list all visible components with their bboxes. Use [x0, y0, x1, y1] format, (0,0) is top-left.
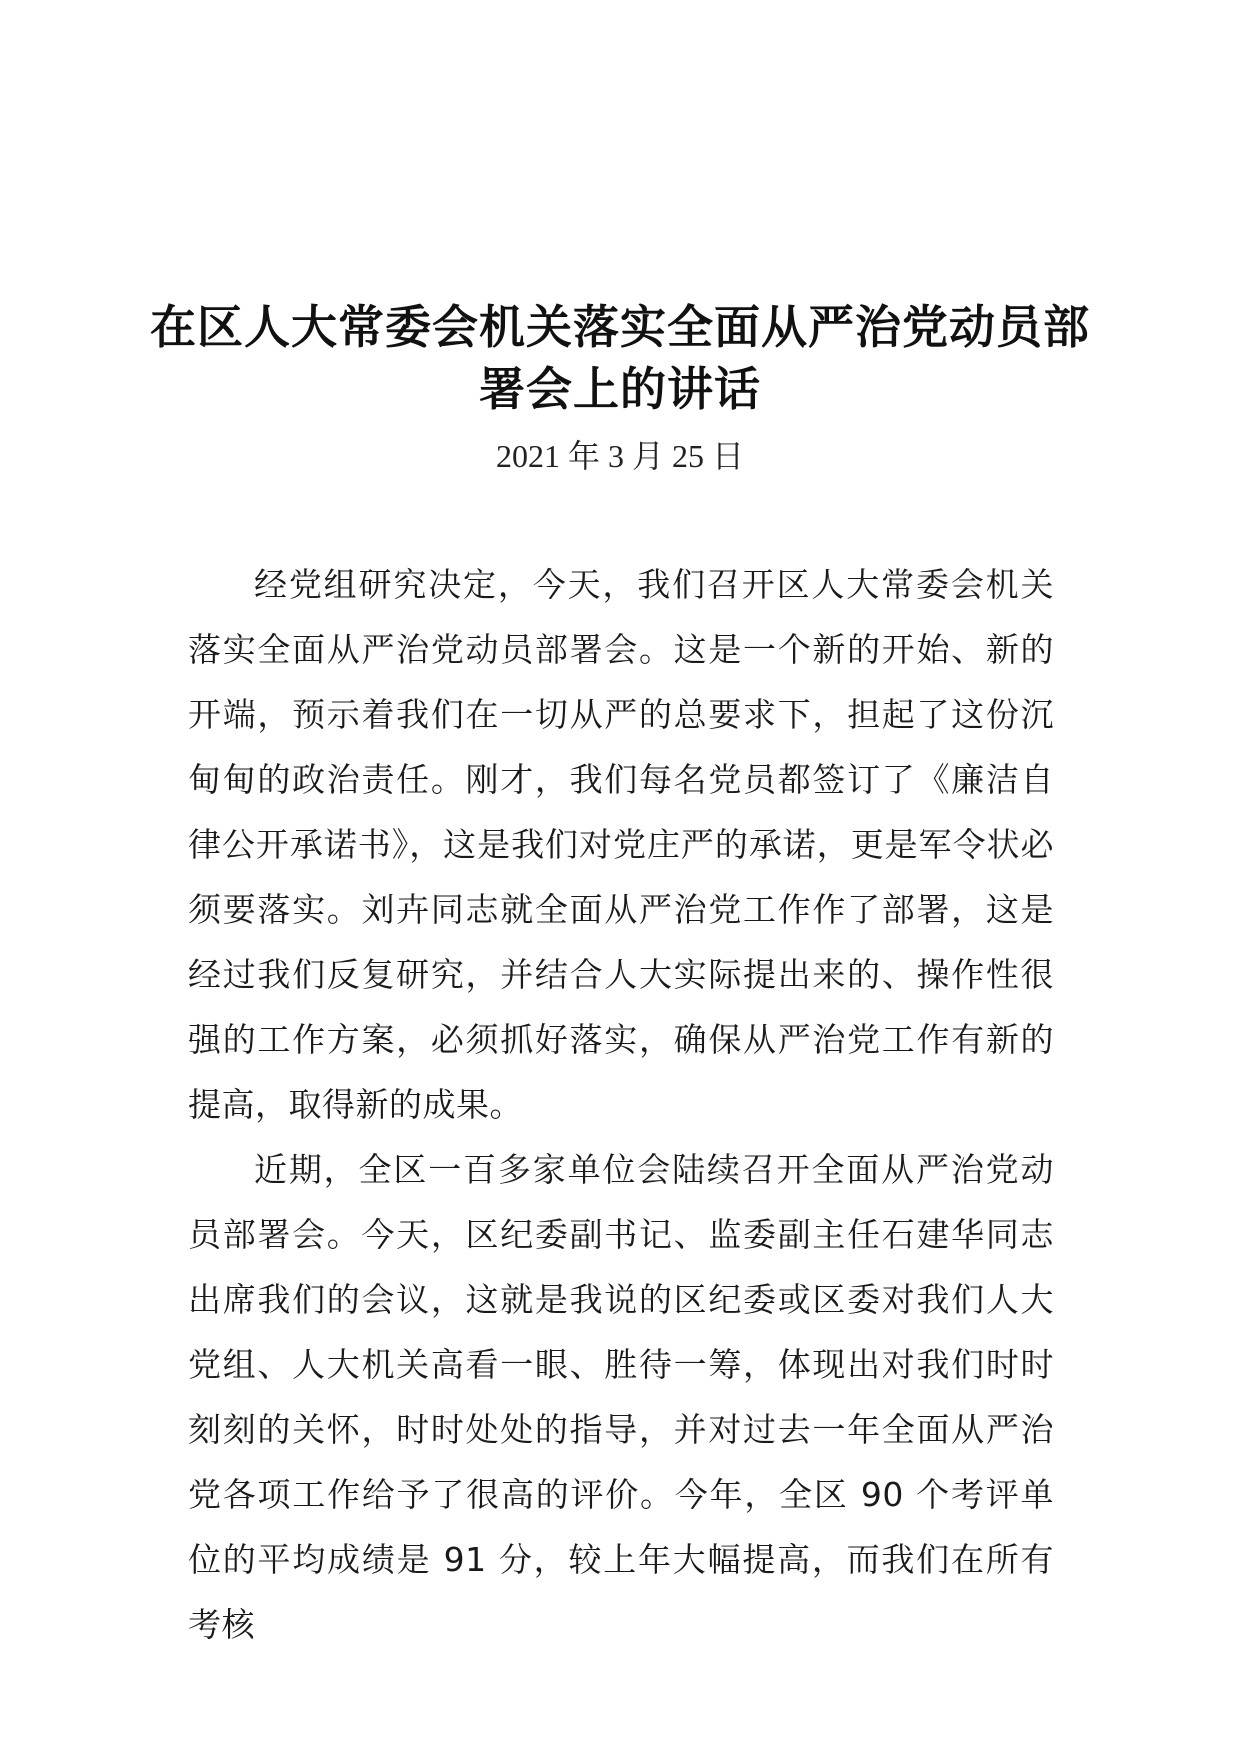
document-title: 在区人大常委会机关落实全面从严治党动员部署会上的讲话: [150, 300, 1090, 416]
document-body: [188, 552, 1054, 1657]
body-paragraph-1: 经党组研究决定，今天，我们召开区人大常委会机关落实全面从严治党动员部署会。这是一个新的开始、新的开端，预示着我们在一切从严的总要求下，担起了这份沉甸甸的政治责任。刚才，我们每名党员都签订了《廉洁自律公开承诺书》，这是我们对党庄严的承诺，更是军令状必须要落实。刘卉同志就全面从严治党工作作了部署，这是经过我们反复研究，并结合人大实际提出来的、操作性很强的工作方案，必须抓好落实，确保从严治党工作有新的提高，取得新的成果。: [188, 565, 1054, 1124]
body-paragraph-2: 近期，全区一百多家单位会陆续召开全面从严治党动员部署会。今天，区纪委副书记、监委副主任石建华同志出席我们的会议，这就是我说的区纪委或区委对我们人大党组、人大机关高看一眼、胜待一筹，体现出对我们时时刻刻的关怀，时时处处的指导，并对过去一年全面从严治党各项工作给予了很高的评价。今年，全区 90 个考评单位的平均成绩是 91 分，较上年大幅提高，而我们在所有考核: [188, 1150, 1054, 1644]
document-date: 2021 年 3 月 25 日: [495, 438, 744, 474]
